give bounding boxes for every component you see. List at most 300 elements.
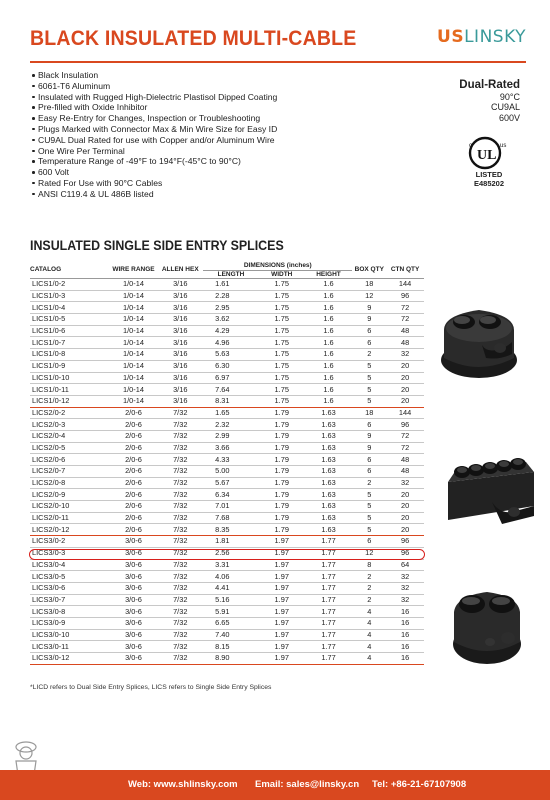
cell-box-qty: 4 xyxy=(352,606,386,618)
table-row xyxy=(30,536,424,548)
cell-wire-range: 2/0-6 xyxy=(110,430,158,442)
cell-allen-hex: 7/32 xyxy=(157,407,203,419)
cell-allen-hex: 3/16 xyxy=(157,349,203,361)
cell-allen-hex: 7/32 xyxy=(157,430,203,442)
cell-catalog: LICS3/0-4 xyxy=(30,559,110,571)
cell-length: 6.30 xyxy=(203,360,259,372)
cell-box-qty: 9 xyxy=(352,314,386,326)
cell-wire-range: 1/0-14 xyxy=(110,279,158,291)
cell-height: 1.6 xyxy=(305,372,353,384)
cell-wire-range: 1/0-14 xyxy=(110,302,158,314)
cell-height: 1.77 xyxy=(305,582,353,594)
table-row xyxy=(30,314,424,326)
cell-length: 3.62 xyxy=(203,314,259,326)
splice-2-port-image xyxy=(442,578,532,678)
cell-height: 1.6 xyxy=(305,325,353,337)
cell-wire-range: 2/0-6 xyxy=(110,454,158,466)
col-height: HEIGHT xyxy=(305,270,353,279)
cell-length: 5.63 xyxy=(203,349,259,361)
cell-width: 1.97 xyxy=(259,536,305,548)
table-row xyxy=(30,454,424,466)
cell-length: 7.40 xyxy=(203,629,259,641)
table-row xyxy=(30,653,424,665)
cell-catalog: LICS1/0-2 xyxy=(30,279,110,291)
cell-length: 5.67 xyxy=(203,477,259,489)
cell-length: 5.00 xyxy=(203,466,259,478)
cell-catalog: LICS3/0-2 xyxy=(30,536,110,548)
cell-catalog: LICS2/0-4 xyxy=(30,430,110,442)
table-row xyxy=(30,571,424,583)
cell-height: 1.63 xyxy=(305,442,353,454)
cell-ctn-qty: 72 xyxy=(386,302,424,314)
feature-item: Insulated with Rugged High-Dielectric Plastisol Dipped Coating xyxy=(32,92,277,103)
cell-wire-range: 2/0-6 xyxy=(110,477,158,489)
cell-allen-hex: 3/16 xyxy=(157,302,203,314)
cell-length: 5.91 xyxy=(203,606,259,618)
cell-width: 1.97 xyxy=(259,606,305,618)
cell-catalog: LICS2/0-10 xyxy=(30,501,110,513)
cell-box-qty: 9 xyxy=(352,302,386,314)
table-row xyxy=(30,290,424,302)
cell-width: 1.75 xyxy=(259,360,305,372)
cell-width: 1.97 xyxy=(259,582,305,594)
cell-box-qty: 2 xyxy=(352,477,386,489)
cell-box-qty: 2 xyxy=(352,594,386,606)
cell-box-qty: 6 xyxy=(352,419,386,431)
highlighted-row-outline xyxy=(29,549,425,560)
cell-width: 1.97 xyxy=(259,653,305,665)
cell-width: 1.75 xyxy=(259,384,305,396)
table-row xyxy=(30,477,424,489)
cell-height: 1.6 xyxy=(305,314,353,326)
ul-listed-label: LISTED xyxy=(475,170,503,179)
cell-width: 1.75 xyxy=(259,337,305,349)
table-row xyxy=(30,279,424,291)
brand-logo xyxy=(437,27,526,47)
cell-length: 3.31 xyxy=(203,559,259,571)
table-header-row xyxy=(30,262,424,270)
table-row xyxy=(30,395,424,407)
cell-ctn-qty: 32 xyxy=(386,582,424,594)
cell-allen-hex: 7/32 xyxy=(157,477,203,489)
cell-catalog: LICS1/0-4 xyxy=(30,302,110,314)
cell-wire-range: 1/0-14 xyxy=(110,337,158,349)
logo-us: US xyxy=(437,27,465,47)
cell-catalog: LICS3/0-8 xyxy=(30,606,110,618)
cell-height: 1.63 xyxy=(305,477,353,489)
cell-allen-hex: 7/32 xyxy=(157,536,203,548)
splice-spec-table xyxy=(30,262,424,665)
footer-tel: Tel: +86-21-67107908 xyxy=(372,779,467,790)
cell-allen-hex: 7/32 xyxy=(157,524,203,536)
cell-wire-range: 2/0-6 xyxy=(110,512,158,524)
cell-box-qty: 5 xyxy=(352,384,386,396)
cell-length: 8.35 xyxy=(203,524,259,536)
cell-box-qty: 5 xyxy=(352,360,386,372)
cell-allen-hex: 3/16 xyxy=(157,279,203,291)
cell-width: 1.75 xyxy=(259,395,305,407)
footer-web[interactable]: Web: www.shlinsky.com xyxy=(128,779,238,790)
cell-height: 1.6 xyxy=(305,290,353,302)
cell-length: 4.33 xyxy=(203,454,259,466)
table-row xyxy=(30,407,424,419)
cell-box-qty: 12 xyxy=(352,290,386,302)
ul-text: UL xyxy=(477,148,497,163)
cell-wire-range: 2/0-6 xyxy=(110,407,158,419)
splice-3-port-image xyxy=(434,290,524,390)
table-row xyxy=(30,360,424,372)
feature-item: Temperature Range of -49°F to 194°F(-45°C to 90°C) xyxy=(32,156,277,167)
cell-ctn-qty: 32 xyxy=(386,594,424,606)
cell-wire-range: 3/0-6 xyxy=(110,629,158,641)
cell-allen-hex: 7/32 xyxy=(157,501,203,513)
cell-length: 6.97 xyxy=(203,372,259,384)
feature-item: Rated For Use with 90°C Cables xyxy=(32,178,277,189)
cell-width: 1.97 xyxy=(259,571,305,583)
cell-width: 1.75 xyxy=(259,325,305,337)
cell-height: 1.6 xyxy=(305,279,353,291)
cell-width: 1.75 xyxy=(259,372,305,384)
cell-allen-hex: 3/16 xyxy=(157,395,203,407)
cell-catalog: LICS2/0-3 xyxy=(30,419,110,431)
rating-line: CU9AL xyxy=(490,102,520,112)
cell-length: 8.31 xyxy=(203,395,259,407)
cell-box-qty: 4 xyxy=(352,641,386,653)
cell-wire-range: 3/0-6 xyxy=(110,547,158,559)
cell-height: 1.77 xyxy=(305,571,353,583)
cell-length: 6.65 xyxy=(203,617,259,629)
cell-width: 1.79 xyxy=(259,454,305,466)
cell-width: 1.97 xyxy=(259,547,305,559)
cell-catalog: LICS2/0-9 xyxy=(30,489,110,501)
cell-wire-range: 3/0-6 xyxy=(110,641,158,653)
cell-length: 8.15 xyxy=(203,641,259,653)
cell-width: 1.79 xyxy=(259,524,305,536)
cell-width: 1.97 xyxy=(259,629,305,641)
title-divider xyxy=(30,61,526,63)
cell-allen-hex: 7/32 xyxy=(157,653,203,665)
cell-box-qty: 18 xyxy=(352,407,386,419)
cell-box-qty: 4 xyxy=(352,617,386,629)
cell-height: 1.63 xyxy=(305,466,353,478)
cell-box-qty: 6 xyxy=(352,325,386,337)
cell-catalog: LICS2/0-12 xyxy=(30,524,110,536)
cell-ctn-qty: 72 xyxy=(386,442,424,454)
cell-height: 1.6 xyxy=(305,337,353,349)
table-row xyxy=(30,641,424,653)
cell-allen-hex: 3/16 xyxy=(157,337,203,349)
feature-item: CU9AL Dual Rated for use with Copper and/or Aluminum Wire xyxy=(32,135,277,146)
cell-width: 1.75 xyxy=(259,349,305,361)
table-row xyxy=(30,337,424,349)
table-row xyxy=(30,606,424,618)
table-row xyxy=(30,582,424,594)
cell-ctn-qty: 16 xyxy=(386,606,424,618)
cell-catalog: LICS3/0-7 xyxy=(30,594,110,606)
cell-length: 5.16 xyxy=(203,594,259,606)
cell-wire-range: 1/0-14 xyxy=(110,372,158,384)
cell-width: 1.79 xyxy=(259,430,305,442)
cell-height: 1.77 xyxy=(305,653,353,665)
table-row xyxy=(30,501,424,513)
table-row xyxy=(30,384,424,396)
cell-length: 6.34 xyxy=(203,489,259,501)
cell-wire-range: 1/0-14 xyxy=(110,360,158,372)
cell-catalog: LICS1/0-7 xyxy=(30,337,110,349)
feature-item: ANSI C119.4 & UL 486B listed xyxy=(32,189,277,200)
rating-line: 600V xyxy=(498,112,520,123)
cell-width: 1.97 xyxy=(259,559,305,571)
cell-catalog: LICS2/0-7 xyxy=(30,466,110,478)
cell-length: 1.65 xyxy=(203,407,259,419)
cell-ctn-qty: 48 xyxy=(386,325,424,337)
table-row xyxy=(30,617,424,629)
cell-wire-range: 3/0-6 xyxy=(110,653,158,665)
cell-ctn-qty: 144 xyxy=(386,407,424,419)
footer-email[interactable]: Email: sales@linsky.cn xyxy=(255,779,360,790)
cell-box-qty: 4 xyxy=(352,629,386,641)
cell-height: 1.63 xyxy=(305,512,353,524)
cell-box-qty: 18 xyxy=(352,279,386,291)
table-row xyxy=(30,325,424,337)
ul-file-number: E485202 xyxy=(473,178,504,188)
cell-catalog: LICS3/0-10 xyxy=(30,629,110,641)
cell-length: 2.32 xyxy=(203,419,259,431)
cell-wire-range: 2/0-6 xyxy=(110,524,158,536)
cell-width: 1.79 xyxy=(259,466,305,478)
cell-allen-hex: 3/16 xyxy=(157,384,203,396)
ul-us-text: us xyxy=(500,143,507,149)
col-catalog: CATALOG xyxy=(30,262,110,279)
cell-width: 1.79 xyxy=(259,442,305,454)
cell-allen-hex: 7/32 xyxy=(157,641,203,653)
cell-width: 1.75 xyxy=(259,279,305,291)
cell-width: 1.75 xyxy=(259,302,305,314)
feature-item: 600 Volt xyxy=(32,167,277,178)
cell-box-qty: 6 xyxy=(352,536,386,548)
feature-list xyxy=(32,70,277,200)
cell-box-qty: 5 xyxy=(352,501,386,513)
cell-width: 1.97 xyxy=(259,594,305,606)
cell-width: 1.79 xyxy=(259,477,305,489)
cell-wire-range: 3/0-6 xyxy=(110,536,158,548)
cell-catalog: LICS2/0-8 xyxy=(30,477,110,489)
cell-ctn-qty: 96 xyxy=(386,547,424,559)
cell-ctn-qty: 48 xyxy=(386,454,424,466)
table-row xyxy=(30,372,424,384)
cell-ctn-qty: 32 xyxy=(386,349,424,361)
ul-c-text: c xyxy=(469,143,472,149)
cell-ctn-qty: 16 xyxy=(386,629,424,641)
cell-catalog: LICS3/0-9 xyxy=(30,617,110,629)
cell-height: 1.63 xyxy=(305,407,353,419)
footnote: *LICD refers to Dual Side Entry Splices, LICS refers to Single Side Entry Splices xyxy=(30,684,272,691)
table-row xyxy=(30,442,424,454)
cell-height: 1.63 xyxy=(305,524,353,536)
cell-catalog: LICS1/0-8 xyxy=(30,349,110,361)
table-row xyxy=(30,559,424,571)
cell-length: 4.06 xyxy=(203,571,259,583)
cell-allen-hex: 3/16 xyxy=(157,325,203,337)
cell-catalog: LICS1/0-6 xyxy=(30,325,110,337)
cell-wire-range: 1/0-14 xyxy=(110,290,158,302)
cell-height: 1.63 xyxy=(305,501,353,513)
cell-length: 2.56 xyxy=(203,547,259,559)
cell-ctn-qty: 20 xyxy=(386,360,424,372)
cell-length: 2.28 xyxy=(203,290,259,302)
cell-ctn-qty: 16 xyxy=(386,641,424,653)
cell-box-qty: 5 xyxy=(352,372,386,384)
cell-height: 1.6 xyxy=(305,395,353,407)
cell-wire-range: 1/0-14 xyxy=(110,314,158,326)
cell-ctn-qty: 20 xyxy=(386,395,424,407)
cell-height: 1.6 xyxy=(305,360,353,372)
cell-allen-hex: 7/32 xyxy=(157,512,203,524)
cell-height: 1.63 xyxy=(305,454,353,466)
cell-width: 1.97 xyxy=(259,641,305,653)
cell-catalog: LICS1/0-12 xyxy=(30,395,110,407)
cell-allen-hex: 3/16 xyxy=(157,314,203,326)
col-dimensions: DIMENSIONS (inches) xyxy=(203,262,352,270)
feature-item: Plugs Marked with Connector Max & Min Wire Size for Easy ID xyxy=(32,124,277,135)
cell-box-qty: 5 xyxy=(352,489,386,501)
cell-ctn-qty: 72 xyxy=(386,430,424,442)
cell-box-qty: 2 xyxy=(352,349,386,361)
cell-width: 1.79 xyxy=(259,419,305,431)
feature-item: Easy Re-Entry for Changes, Inspection or Troubleshooting xyxy=(32,113,277,124)
cell-box-qty: 5 xyxy=(352,524,386,536)
cell-ctn-qty: 20 xyxy=(386,489,424,501)
cell-allen-hex: 7/32 xyxy=(157,606,203,618)
col-wire-range: WIRE RANGE xyxy=(110,262,158,279)
table-row xyxy=(30,524,424,536)
col-box-qty: BOX QTY xyxy=(352,262,386,279)
page-title: BLACK INSULATED MULTI-CABLE xyxy=(30,27,357,50)
cell-length: 8.90 xyxy=(203,653,259,665)
feature-item: One Wire Per Terminal xyxy=(32,146,277,157)
contact-footer xyxy=(0,770,550,800)
cell-height: 1.6 xyxy=(305,302,353,314)
cell-wire-range: 1/0-14 xyxy=(110,349,158,361)
cell-allen-hex: 7/32 xyxy=(157,442,203,454)
cell-catalog: LICS1/0-10 xyxy=(30,372,110,384)
cell-catalog: LICS3/0-12 xyxy=(30,653,110,665)
table-row xyxy=(30,466,424,478)
cell-height: 1.77 xyxy=(305,606,353,618)
cell-width: 1.97 xyxy=(259,617,305,629)
cell-allen-hex: 3/16 xyxy=(157,290,203,302)
cell-catalog: LICS1/0-11 xyxy=(30,384,110,396)
cell-allen-hex: 7/32 xyxy=(157,571,203,583)
cell-ctn-qty: 20 xyxy=(386,501,424,513)
cell-allen-hex: 3/16 xyxy=(157,360,203,372)
cell-height: 1.6 xyxy=(305,349,353,361)
cell-length: 3.66 xyxy=(203,442,259,454)
cell-box-qty: 8 xyxy=(352,559,386,571)
ul-listing xyxy=(474,171,504,188)
cell-box-qty: 6 xyxy=(352,454,386,466)
cell-catalog: LICS3/0-3 xyxy=(30,547,110,559)
cell-wire-range: 1/0-14 xyxy=(110,384,158,396)
cell-ctn-qty: 48 xyxy=(386,337,424,349)
cell-allen-hex: 7/32 xyxy=(157,629,203,641)
cell-allen-hex: 7/32 xyxy=(157,547,203,559)
cell-length: 1.61 xyxy=(203,279,259,291)
cell-length: 4.29 xyxy=(203,325,259,337)
cell-height: 1.6 xyxy=(305,384,353,396)
cell-ctn-qty: 144 xyxy=(386,279,424,291)
splice-6-port-image xyxy=(442,442,540,538)
cell-wire-range: 3/0-6 xyxy=(110,582,158,594)
cell-ctn-qty: 20 xyxy=(386,384,424,396)
cell-ctn-qty: 72 xyxy=(386,314,424,326)
cell-catalog: LICS1/0-9 xyxy=(30,360,110,372)
cell-catalog: LICS2/0-5 xyxy=(30,442,110,454)
cell-ctn-qty: 96 xyxy=(386,536,424,548)
cell-ctn-qty: 20 xyxy=(386,524,424,536)
cell-wire-range: 2/0-6 xyxy=(110,501,158,513)
rating-block xyxy=(459,80,520,123)
cell-wire-range: 3/0-6 xyxy=(110,559,158,571)
cell-ctn-qty: 96 xyxy=(386,290,424,302)
cell-catalog: LICS2/0-11 xyxy=(30,512,110,524)
cell-ctn-qty: 16 xyxy=(386,653,424,665)
cell-height: 1.77 xyxy=(305,617,353,629)
cell-width: 1.75 xyxy=(259,290,305,302)
cell-box-qty: 4 xyxy=(352,653,386,665)
cell-box-qty: 9 xyxy=(352,430,386,442)
cell-allen-hex: 7/32 xyxy=(157,466,203,478)
table-row xyxy=(30,302,424,314)
cell-width: 1.79 xyxy=(259,489,305,501)
feature-item: 6061-T6 Aluminum xyxy=(32,81,277,92)
cell-allen-hex: 7/32 xyxy=(157,617,203,629)
rating-line: 90°C xyxy=(499,91,520,102)
table-row xyxy=(30,419,424,431)
cell-length: 4.41 xyxy=(203,582,259,594)
table-row xyxy=(30,430,424,442)
cell-length: 7.68 xyxy=(203,512,259,524)
cell-allen-hex: 7/32 xyxy=(157,594,203,606)
cell-height: 1.63 xyxy=(305,430,353,442)
cell-ctn-qty: 32 xyxy=(386,477,424,489)
table-row xyxy=(30,349,424,361)
cell-box-qty: 6 xyxy=(352,466,386,478)
table-row xyxy=(30,512,424,524)
cell-length: 7.01 xyxy=(203,501,259,513)
rating-heading: Dual-Rated xyxy=(459,79,520,91)
cell-catalog: LICS2/0-6 xyxy=(30,454,110,466)
cell-catalog: LICS1/0-5 xyxy=(30,314,110,326)
table-body xyxy=(30,279,424,665)
section-title: INSULATED SINGLE SIDE ENTRY SPLICES xyxy=(30,238,284,253)
cell-wire-range: 3/0-6 xyxy=(110,606,158,618)
cell-wire-range: 2/0-6 xyxy=(110,489,158,501)
cell-box-qty: 9 xyxy=(352,442,386,454)
cell-length: 1.81 xyxy=(203,536,259,548)
cell-allen-hex: 7/32 xyxy=(157,582,203,594)
cell-ctn-qty: 64 xyxy=(386,559,424,571)
cell-length: 2.95 xyxy=(203,302,259,314)
cell-wire-range: 2/0-6 xyxy=(110,466,158,478)
table-row xyxy=(30,629,424,641)
cell-box-qty: 2 xyxy=(352,571,386,583)
cell-height: 1.63 xyxy=(305,419,353,431)
feature-item: Pre-filled with Oxide Inhibitor xyxy=(32,102,277,113)
cell-catalog: LICS3/0-5 xyxy=(30,571,110,583)
cell-catalog: LICS3/0-11 xyxy=(30,641,110,653)
table-row xyxy=(30,594,424,606)
